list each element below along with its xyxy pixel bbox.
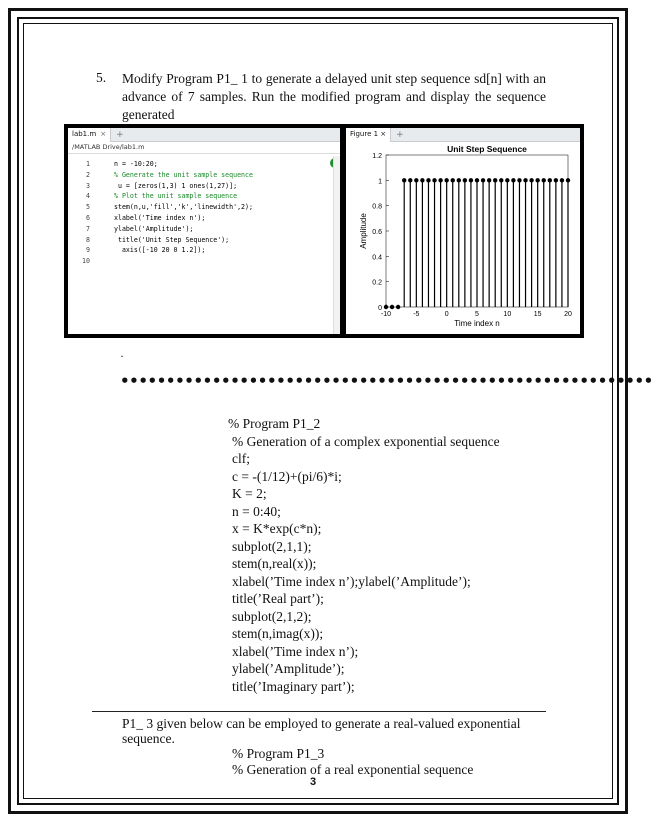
add-figure-tab-icon[interactable]: + — [396, 129, 404, 140]
y-tick-label: 0.6 — [372, 229, 382, 236]
stem-plot — [346, 141, 580, 334]
code-line[interactable]: stem(n,u,'fill','k','linewidth',2); — [114, 203, 253, 212]
stem-marker — [548, 178, 552, 182]
stem-marker — [535, 178, 539, 182]
stem-marker — [517, 178, 521, 182]
stem-marker — [420, 178, 424, 182]
stem-marker — [457, 178, 461, 182]
figure-tab-label: Figure 1 — [350, 129, 379, 138]
stem-marker — [408, 178, 412, 182]
line-number: 10 — [82, 257, 90, 266]
code-line: clf; — [232, 451, 250, 466]
program-p1-2 — [228, 415, 500, 695]
line-number: 2 — [86, 170, 90, 179]
y-tick-label: 0 — [378, 305, 382, 312]
line-number: 7 — [86, 224, 90, 233]
stem-marker — [396, 305, 400, 309]
stem-marker — [384, 305, 388, 309]
line-number: 5 — [86, 203, 90, 212]
stem-marker — [444, 178, 448, 182]
code-line: % Generation of a complex exponential sequence — [232, 433, 500, 449]
y-tick-label: 0.2 — [372, 279, 382, 287]
page-number: 3 — [310, 776, 317, 788]
dotted-separator: •••••••••••••••••••••••••••••••••••••••••••••••••••••••••• — [120, 372, 653, 390]
code-line: xlabel(’Time index n’); — [232, 643, 359, 659]
horizontal-rule — [92, 711, 546, 712]
code-line: title(’Real part’); — [232, 591, 324, 606]
code-line: xlabel(’Time index n’);ylabel(’Amplitude’); — [232, 573, 471, 589]
editor-scrollbar[interactable] — [333, 156, 340, 334]
figure-tab-bar — [346, 128, 580, 142]
code-line[interactable]: axis([-10 20 0 1.2]); — [114, 246, 206, 255]
y-axis-label: Amplitude — [359, 213, 368, 249]
stem-marker — [487, 178, 491, 182]
matlab-figure-window — [346, 128, 580, 334]
x-axis-label: Time index n — [454, 319, 500, 328]
add-tab-icon[interactable]: + — [116, 129, 124, 140]
code-line: subplot(2,1,1); — [232, 538, 312, 554]
code-line: subplot(2,1,2); — [232, 608, 312, 624]
x-tick-label: 20 — [564, 311, 572, 318]
close-icon[interactable]: × — [100, 129, 107, 138]
editor-tab-lab1[interactable] — [68, 128, 111, 142]
code-line[interactable]: u = [zeros(1,3) 1 ones(1,27)]; — [114, 181, 238, 190]
stem-marker — [511, 178, 515, 182]
x-tick-label: 0 — [444, 311, 449, 318]
code-line: % Program P1_3 — [232, 746, 325, 761]
question-number: 5. — [96, 70, 107, 85]
x-tick-label: 5 — [475, 311, 479, 318]
editor-file-path: /MATLAB Drive/lab1.m — [68, 142, 340, 154]
y-tick-label: 1.2 — [372, 153, 382, 160]
code-line[interactable]: xlabel('Time index n'); — [114, 214, 206, 222]
stem-marker — [566, 178, 570, 182]
line-number: 4 — [86, 192, 90, 201]
line-number: 8 — [86, 235, 90, 244]
stem-marker — [414, 178, 418, 182]
program-p1-3 — [232, 746, 473, 778]
stem-marker — [554, 178, 558, 182]
matlab-screenshot — [64, 124, 584, 338]
x-tick-label: -10 — [380, 311, 392, 318]
stem-marker — [463, 178, 467, 182]
code-line: ylabel(’Amplitude’); — [232, 661, 345, 676]
code-line: c = -(1/12)+(pi/6)*i; — [232, 468, 342, 484]
stem-marker — [523, 178, 527, 182]
line-number: 6 — [86, 214, 90, 222]
stem-marker — [402, 178, 406, 182]
stem-marker — [481, 178, 485, 182]
stem-marker — [493, 178, 497, 182]
stem-marker — [438, 178, 442, 182]
code-line: K = 2; — [232, 486, 267, 501]
stem-marker — [390, 305, 394, 309]
stem-marker — [451, 178, 455, 182]
line-number: 9 — [86, 246, 90, 255]
stem-marker — [432, 178, 436, 182]
line-number: 3 — [86, 181, 90, 190]
question-text: Modify Program P1_ 1 to generate a delayed unit step sequence sd[n] with an advance of 7 samples. Run the modified program and display the sequence generated — [122, 71, 546, 122]
code-line: title(’Imaginary part’); — [232, 678, 355, 694]
x-tick-label: 15 — [533, 311, 542, 318]
code-line[interactable]: title('Unit Step Sequence'); — [114, 235, 230, 244]
figure-tab-1[interactable] — [346, 128, 391, 142]
p1-3-intro: P1_ 3 given below can be employed to generate a real-valued exponential sequence. — [122, 716, 521, 746]
code-line: % Program P1_2 — [228, 416, 321, 431]
y-tick-label: 0.4 — [372, 254, 382, 262]
stem-marker — [475, 178, 479, 182]
line-number: 1 — [86, 160, 90, 168]
code-line: x = K*exp(c*n); — [232, 521, 322, 536]
code-line[interactable]: % Plot the unit sample sequence — [114, 192, 238, 201]
editor-tab-bar — [68, 128, 340, 142]
editor-tab-label: lab1.m — [72, 129, 97, 138]
stem-marker — [469, 178, 473, 182]
x-tick-label: -5 — [413, 311, 420, 318]
stem-marker — [560, 178, 564, 182]
code-line: % Generation of a real exponential sequence — [232, 762, 474, 777]
stray-mark: · — [120, 349, 124, 363]
code-line[interactable]: n = -10:20; — [114, 160, 158, 168]
code-line: stem(n,real(x)); — [232, 556, 317, 571]
code-line: stem(n,imag(x)); — [232, 626, 324, 641]
close-icon[interactable]: × — [380, 129, 387, 138]
y-tick-label: 0.8 — [372, 203, 382, 211]
code-line[interactable]: % Generate the unit sample sequence — [114, 170, 253, 179]
stem-marker — [499, 178, 503, 182]
matlab-editor — [68, 128, 340, 334]
code-line[interactable]: ylabel('Amplitude'); — [114, 224, 194, 233]
stem-marker — [505, 178, 509, 182]
x-tick-label: 10 — [503, 311, 512, 318]
y-tick-label: 1 — [378, 178, 382, 186]
stem-marker — [426, 178, 430, 182]
chart-title: Unit Step Sequence — [447, 144, 527, 154]
stem-marker — [542, 178, 546, 182]
code-line: n = 0:40; — [232, 503, 281, 519]
stem-marker — [529, 178, 533, 182]
